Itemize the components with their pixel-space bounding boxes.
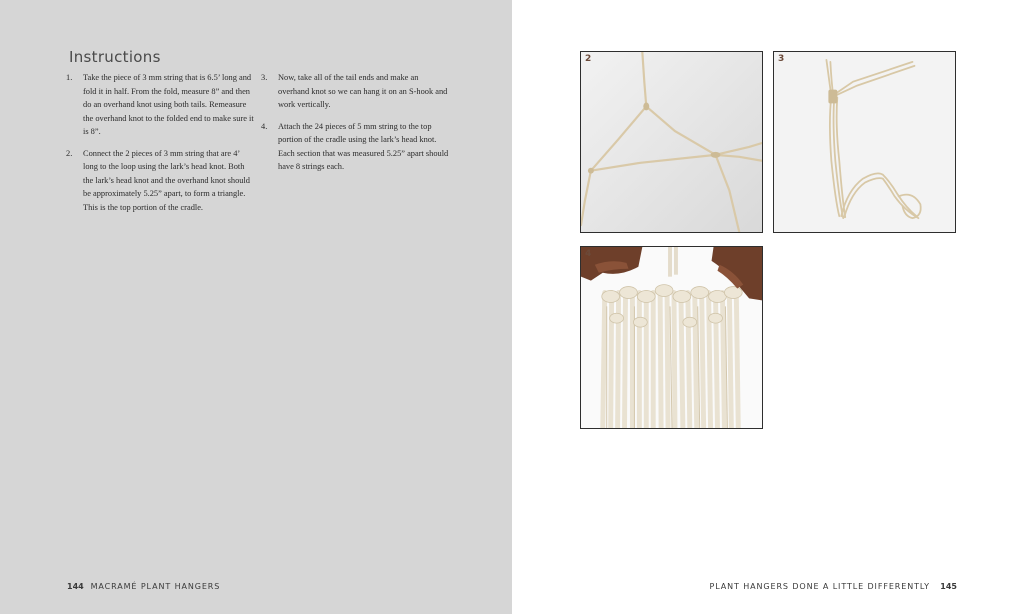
macrame-strings-illustration [581, 247, 762, 428]
step-number: 2. [66, 148, 73, 158]
running-title: MACRAMÉ PLANT HANGERS [90, 582, 221, 591]
instruction-step [261, 120, 451, 174]
instruction-step [66, 71, 256, 139]
right-page-footer [709, 582, 957, 591]
cord-triangle-illustration [581, 52, 762, 232]
step-number: 1. [66, 73, 73, 82]
step-text: Now, take all of the tail ends and make an overhand knot so we can hang it on an S-hook and work vertically. [278, 73, 448, 109]
step-text: Take the piece of 3 mm string that is 6.5’ long and fold it in half. From the fold, measure 8” and then do an overhand knot using both tails. Remeasure the overhand knot to the folded end to make sure it is 8”. [83, 73, 254, 136]
step-3-photo [773, 51, 956, 233]
instructions-column-right [261, 71, 451, 182]
page-number: 145 [940, 582, 957, 591]
photo-step-label: 3 [778, 54, 785, 64]
cord-bundle-illustration [774, 52, 955, 232]
instruction-step [66, 147, 256, 215]
photo-step-label: 4 [585, 249, 592, 259]
step-text: Attach the 24 pieces of 5 mm string to the top portion of the cradle using the lark’s head knot. Each section that was measured 5.25” apart should have 8 strings each. [278, 121, 449, 171]
step-text: Connect the 2 pieces of 3 mm string that are 4’ long to the loop using the lark’s head knot. Both the lark’s head knot and the overhand knot should be approximately 5.25” apart, to form a triangle. This is the top portion of the cradle. [83, 148, 250, 212]
left-page-footer [67, 582, 220, 591]
photo-step-label: 2 [585, 54, 592, 64]
step-number: 3. [261, 73, 268, 82]
running-title: PLANT HANGERS DONE A LITTLE DIFFERENTLY [709, 582, 930, 591]
instruction-step [261, 71, 451, 112]
instructions-heading: Instructions [69, 48, 161, 66]
instructions-column-left [66, 71, 256, 222]
page-number: 144 [67, 582, 84, 591]
step-2-photo [580, 51, 763, 233]
right-page [512, 0, 1024, 614]
step-4-photo [580, 246, 763, 429]
step-number: 4. [261, 121, 268, 131]
